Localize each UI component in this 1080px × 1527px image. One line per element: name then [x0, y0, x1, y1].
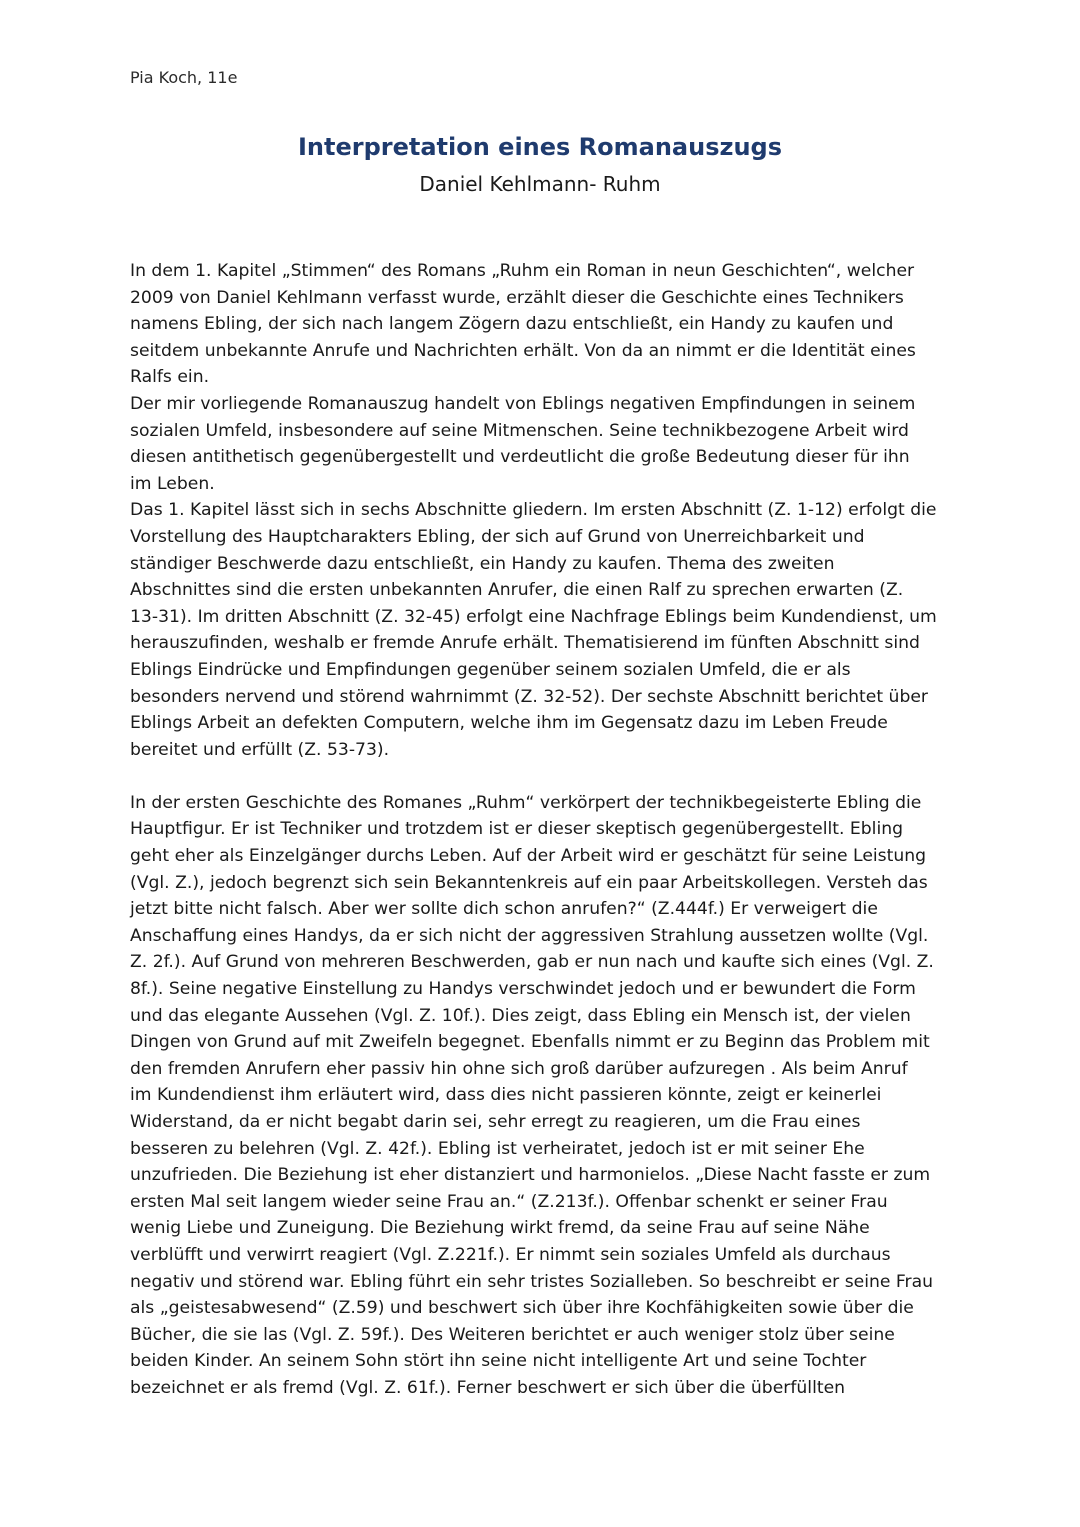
paragraph-character-analysis	[130, 790, 960, 1402]
text-line: In dem 1. Kapitel „Stimmen“ des Romans „Ruhm ein Roman in neun Geschichten“, welcher	[130, 261, 915, 281]
author-header: Pia Koch, 11e	[130, 68, 238, 87]
text-line: Anschaffung eines Handys, da er sich nicht der aggressiven Strahlung aussetzen wollte (Vgl.	[130, 925, 929, 946]
text-line: besonders nervend und störend wahrnimmt (Z. 32-52). Der sechste Abschnitt berichtet über	[130, 686, 928, 707]
paragraph-introduction	[130, 258, 960, 391]
paragraph-thesis	[130, 391, 960, 497]
text-line: Eblings Arbeit an defekten Computern, welche ihm im Gegensatz dazu im Leben Freude	[130, 713, 888, 734]
text-line: als „geistesabwesend“ (Z.59) und beschwert sich über ihre Kochfähigkeiten sowie über die	[130, 1298, 914, 1319]
text-line: negativ und störend war. Ebling führt ein sehr tristes Sozialleben. So beschreibt er seine Frau	[130, 1271, 934, 1292]
text-line: sozialen Umfeld, insbesondere auf seine Mitmenschen. Seine technikbezogene Arbeit wird	[130, 420, 909, 441]
text-line: verblüfft und verwirrt reagiert (Vgl. Z.221f.). Er nimmt sein soziales Umfeld als durchaus	[130, 1244, 891, 1265]
text-line: 2009 von Daniel Kehlmann verfasst wurde, erzählt dieser die Geschichte eines Technikers	[130, 287, 904, 308]
text-line: Dingen von Grund auf mit Zweifeln begegnet. Ebenfalls nimmt er zu Beginn das Problem mit	[130, 1032, 930, 1053]
text-line: ständiger Beschwerde dazu entschließt, ein Handy zu kaufen. Thema des zweiten	[130, 553, 835, 574]
text-line: Hauptfigur. Er ist Techniker und trotzdem ist er dieser skeptisch gegenübergestellt. Ebling	[130, 819, 904, 840]
text-line: Widerstand, da er nicht begabt darin sei, sehr erregt zu reagieren, um die Frau eines	[130, 1112, 861, 1132]
text-line: seitdem unbekannte Anrufe und Nachrichten erhält. Von da an nimmt er die Identität eines	[130, 340, 916, 361]
document-title: Interpretation eines Romanauszugs	[297, 133, 783, 161]
text-line: beiden Kinder. An seinem Sohn stört ihn seine nicht intelligente Art und seine Tochter	[130, 1351, 867, 1372]
text-line: im Kundendienst ihm erläutert wird, dass dies nicht passieren könnte, zeigt er keinerlei	[130, 1085, 882, 1106]
text-line: den fremden Anrufern eher passiv hin ohne sich groß darüber aufzuregen . Als beim Anruf	[130, 1058, 908, 1079]
text-line: Vorstellung des Hauptcharakters Ebling, der sich auf Grund von Unerreichbarkeit und	[130, 526, 865, 547]
text-line: In der ersten Geschichte des Romanes „Ruhm“ verkörpert der technikbegeisterte Ebling die	[130, 792, 922, 813]
document-subtitle: Daniel Kehlmann- Ruhm	[419, 172, 661, 196]
text-line: unzufrieden. Die Beziehung ist eher distanziert und harmonielos. „Diese Nacht fasste er zum	[130, 1165, 931, 1186]
document-body	[130, 258, 960, 1402]
text-line: namens Ebling, der sich nach langem Zögern dazu entschließt, ein Handy zu kaufen und	[130, 314, 894, 335]
text-line: und das elegante Aussehen (Vgl. Z. 10f.). Dies zeigt, dass Ebling ein Mensch ist, der vielen	[130, 1005, 911, 1026]
text-line: herauszufinden, weshalb er fremde Anrufe erhält. Thematisierend im fünften Abschnitt sind	[130, 633, 920, 654]
text-line: Das 1. Kapitel lässt sich in sechs Abschnitte gliedern. Im ersten Abschnitt (Z. 1-12) erfolgt die	[130, 500, 937, 521]
text-line: diesen antithetisch gegenübergestellt und verdeutlicht die große Bedeutung dieser für ihn	[130, 447, 910, 468]
text-line: Ralfs ein.	[130, 367, 210, 388]
text-line: Abschnittes sind die ersten unbekannten Anrufer, die einen Ralf zu sprechen erwarten (Z.	[130, 580, 904, 601]
text-line: jetzt bitte nicht falsch. Aber wer sollte dich schon anrufen?“ (Z.444f.) Er verweigert die	[130, 899, 878, 920]
text-line: Z. 2f.). Auf Grund von mehreren Beschwerden, gab er nun nach und kaufte sich eines (Vgl. Z.	[130, 952, 934, 973]
text-line: bezeichnet er als fremd (Vgl. Z. 61f.). Ferner beschwert er sich über die überfüllten	[130, 1377, 846, 1398]
text-line: (Vgl. Z.), jedoch begrenzt sich sein Bekanntenkreis auf ein paar Arbeitskollegen. Versteh das	[130, 872, 928, 893]
text-line: im Leben.	[130, 473, 215, 494]
text-line: besseren zu belehren (Vgl. Z. 42f.). Ebling ist verheiratet, jedoch ist er mit seiner Ehe	[130, 1138, 865, 1159]
text-line: geht eher als Einzelgänger durchs Leben. Auf der Arbeit wird er geschätzt für seine Leistung	[130, 846, 927, 867]
text-line: Der mir vorliegende Romanauszug handelt von Eblings negativen Empfindungen in seinem	[130, 393, 916, 414]
text-line: bereitet und erfüllt (Z. 53-73).	[130, 739, 390, 760]
text-line: 13-31). Im dritten Abschnitt (Z. 32-45) erfolgt eine Nachfrage Eblings beim Kundendienst, um	[130, 606, 937, 627]
text-line: 8f.). Seine negative Einstellung zu Handys verschwindet jedoch und er bewundert die Form	[130, 979, 916, 1000]
paragraph-structure	[130, 497, 960, 763]
text-line: Bücher, die sie las (Vgl. Z. 59f.). Des Weiteren berichtet er auch weniger stolz über seine	[130, 1324, 895, 1345]
text-line: ersten Mal seit langem wieder seine Frau an.“ (Z.213f.). Offenbar schenkt er seiner Frau	[130, 1191, 888, 1212]
paragraph-gap	[130, 763, 960, 790]
text-line: wenig Liebe und Zuneigung. Die Beziehung wirkt fremd, da seine Frau auf seine Nähe	[130, 1218, 870, 1239]
text-line: Eblings Eindrücke und Empfindungen gegenüber seinem sozialen Umfeld, die er als	[130, 659, 851, 680]
